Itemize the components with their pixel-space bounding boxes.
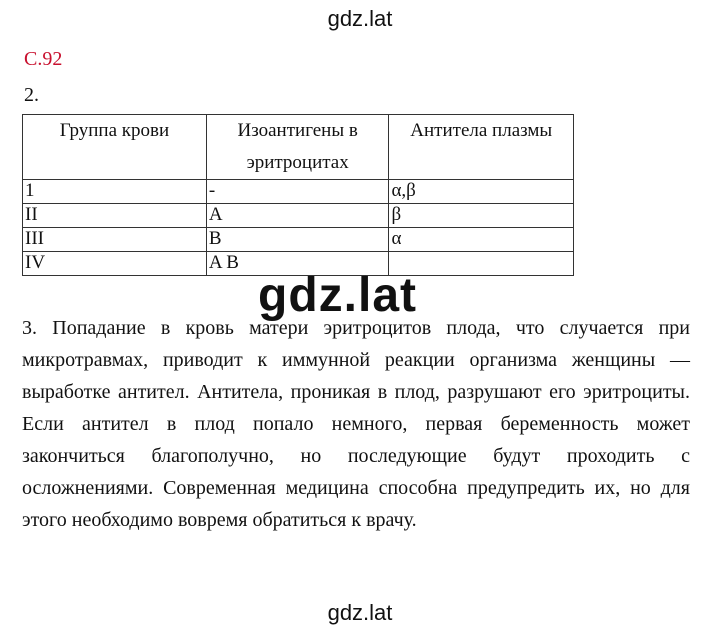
table-cell: A <box>206 204 389 228</box>
table-cell: B <box>206 228 389 252</box>
task-3-answer-text: 3. Попадание в кровь матери эритроцитов плода, что случается при микротравмах, приводит к иммунной реакции организма женщины — выработке антител. Антитела, проникая в плод, разрушают его эритроциты. Если антител в плод попало немного, первая беременность может закончиться благополучно, но последующие будут проходить с осложнениями. Современная медицина способна предупредить их, но для этого необходимо вовремя обратиться к врачу. <box>22 317 690 531</box>
task-2-number: 2. <box>24 84 39 106</box>
table-cell: III <box>23 228 207 252</box>
table-cell: 1 <box>23 180 207 204</box>
table-row <box>23 204 574 228</box>
watermark-bottom: gdz.lat <box>327 600 393 625</box>
page-number-label: С.92 <box>24 48 63 70</box>
header-plasma-antibodies: Антитела плазмы <box>389 115 574 180</box>
table-cell: II <box>23 204 207 228</box>
header-blood-group: Группа крови <box>23 115 207 180</box>
table-row <box>23 180 574 204</box>
table-cell: α <box>389 228 574 252</box>
table-cell: - <box>206 180 389 204</box>
table-cell: α,β <box>389 180 574 204</box>
blood-group-table <box>22 114 574 276</box>
header-isoantigens: Изоантигены в эритроцитах <box>206 115 389 180</box>
table-header-row <box>23 115 574 180</box>
table-cell: A B <box>206 252 389 276</box>
table-cell: β <box>389 204 574 228</box>
watermark-top: gdz.lat <box>327 6 393 31</box>
watermark-middle: gdz.lat <box>258 269 417 322</box>
table-cell: IV <box>23 252 207 276</box>
table-row <box>23 228 574 252</box>
